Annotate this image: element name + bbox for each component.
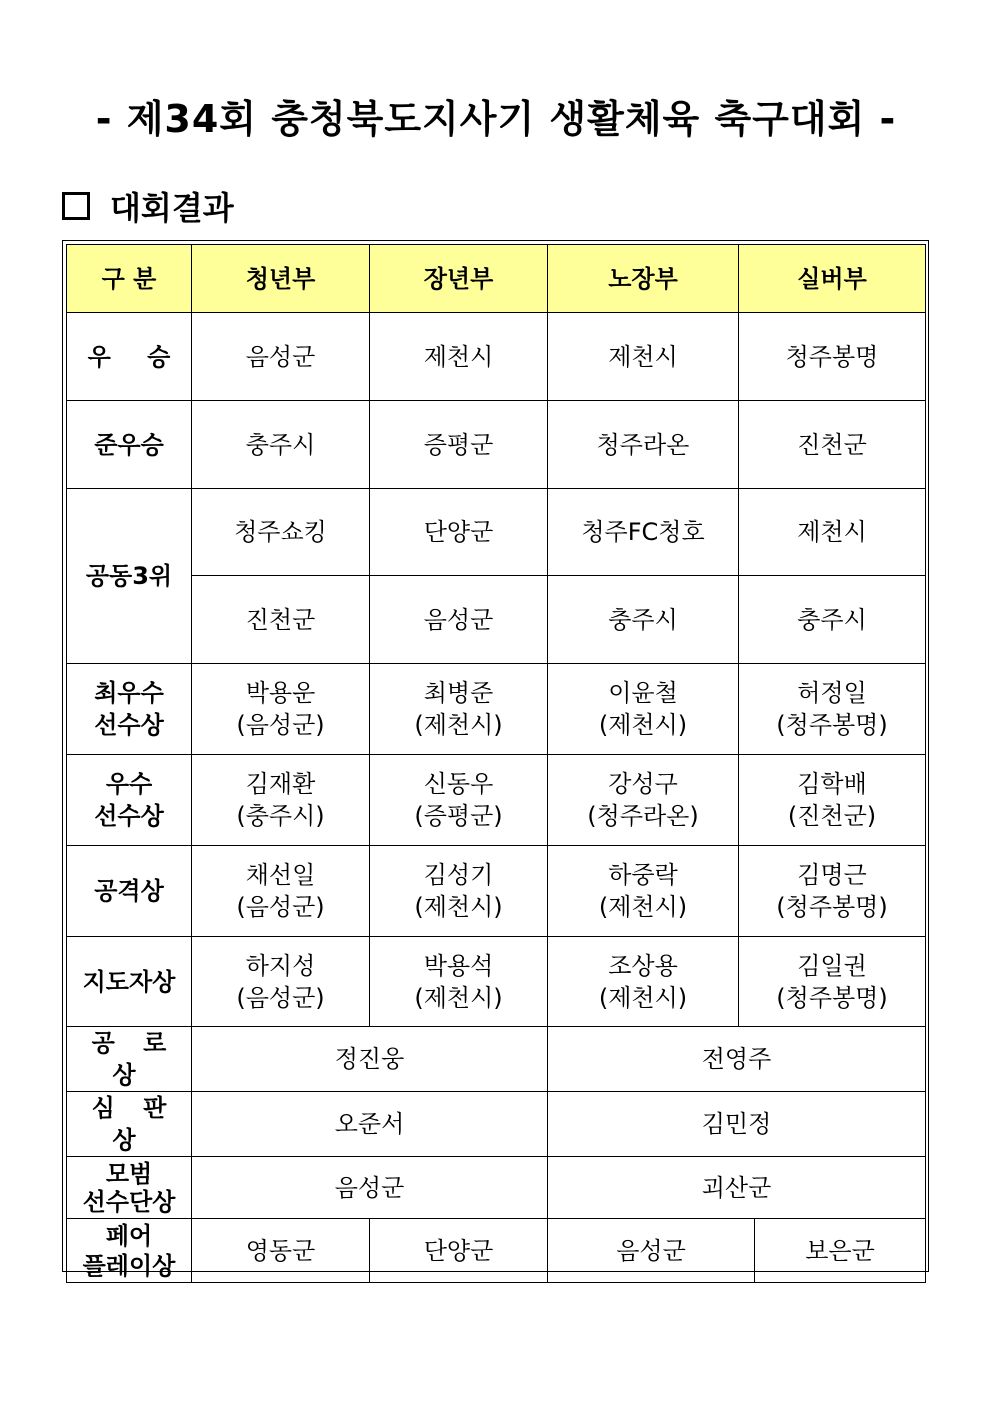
table-cell: 신동우 (증평군) (370, 755, 548, 846)
table-cell: 제천시 (370, 313, 548, 401)
table-cell: 김성기 (제천시) (370, 846, 548, 937)
table-cell: 음성군 (192, 1157, 548, 1219)
table-cell: 음성군 (192, 313, 370, 401)
row-label-merit: 공 로 상 (67, 1027, 192, 1092)
table-row (67, 1092, 926, 1157)
table-row (67, 489, 926, 576)
table-cell: 영동군 (192, 1219, 370, 1283)
table-cell: 보은군 (755, 1219, 926, 1283)
table-row (67, 755, 926, 846)
table-cell: 오준서 (192, 1092, 548, 1157)
table-row (67, 664, 926, 755)
section-heading (62, 183, 234, 229)
table-cell: 전영주 (548, 1027, 926, 1092)
row-label-champion: 우 승 (67, 313, 192, 401)
table-row (67, 1027, 926, 1092)
row-label-referee: 심 판 상 (67, 1092, 192, 1157)
table-row (67, 1219, 926, 1283)
table-row (67, 401, 926, 489)
table-row (67, 576, 926, 664)
table-row (67, 937, 926, 1027)
checkbox-square-icon (62, 192, 90, 220)
header-silver: 실버부 (739, 245, 926, 313)
section-heading-label: 대회결과 (110, 189, 234, 227)
table-cell: 진천군 (739, 401, 926, 489)
table-cell: 최병준 (제천시) (370, 664, 548, 755)
table-cell: 괴산군 (548, 1157, 926, 1219)
table-cell: 청주쇼킹 (192, 489, 370, 576)
row-label-attack: 공격상 (67, 846, 192, 937)
table-cell: 청주FC청호 (548, 489, 739, 576)
table-cell: 청주봉명 (739, 313, 926, 401)
table-cell: 조상용 (제천시) (548, 937, 739, 1027)
table-cell: 김일권 (청주봉명) (739, 937, 926, 1027)
table-cell: 충주시 (192, 401, 370, 489)
table-cell: 음성군 (370, 576, 548, 664)
table-cell: 박용석 (제천시) (370, 937, 548, 1027)
document-title: - 제34회 충청북도지사기 생활체육 축구대회 - (95, 97, 897, 141)
table-header-row (67, 245, 926, 313)
header-youth: 청년부 (192, 245, 370, 313)
results-table (66, 244, 926, 1283)
table-row (67, 846, 926, 937)
row-label-runner-up: 준우승 (67, 401, 192, 489)
row-label-third-place: 공동3위 (67, 489, 192, 664)
row-label-fair-play: 페어 플레이상 (67, 1219, 192, 1283)
table-cell: 음성군 (548, 1219, 755, 1283)
table-cell: 허정일 (청주봉명) (739, 664, 926, 755)
row-label-coach: 지도자상 (67, 937, 192, 1027)
table-cell: 강성구 (청주라온) (548, 755, 739, 846)
header-category: 구 분 (67, 245, 192, 313)
table-cell: 정진웅 (192, 1027, 548, 1092)
table-cell: 김학배 (진천군) (739, 755, 926, 846)
table-cell: 김명근 (청주봉명) (739, 846, 926, 937)
table-cell: 채선일 (음성군) (192, 846, 370, 937)
table-cell: 하중락 (제천시) (548, 846, 739, 937)
header-senior: 노장부 (548, 245, 739, 313)
header-adult: 장년부 (370, 245, 548, 313)
table-cell: 증평군 (370, 401, 548, 489)
table-cell: 박용운 (음성군) (192, 664, 370, 755)
table-cell: 충주시 (548, 576, 739, 664)
row-label-mvp: 최우수 선수상 (67, 664, 192, 755)
table-row (67, 313, 926, 401)
table-cell: 단양군 (370, 1219, 548, 1283)
table-cell: 이윤철 (제천시) (548, 664, 739, 755)
table-cell: 하지성 (음성군) (192, 937, 370, 1027)
table-cell: 제천시 (739, 489, 926, 576)
table-cell: 김민정 (548, 1092, 926, 1157)
row-label-excellent-player: 우수 선수상 (67, 755, 192, 846)
table-cell: 청주라온 (548, 401, 739, 489)
table-cell: 단양군 (370, 489, 548, 576)
table-row (67, 1157, 926, 1219)
table-cell: 김재환 (충주시) (192, 755, 370, 846)
row-label-model-team: 모범 선수단상 (67, 1157, 192, 1219)
table-cell: 진천군 (192, 576, 370, 664)
table-cell: 충주시 (739, 576, 926, 664)
table-cell: 제천시 (548, 313, 739, 401)
